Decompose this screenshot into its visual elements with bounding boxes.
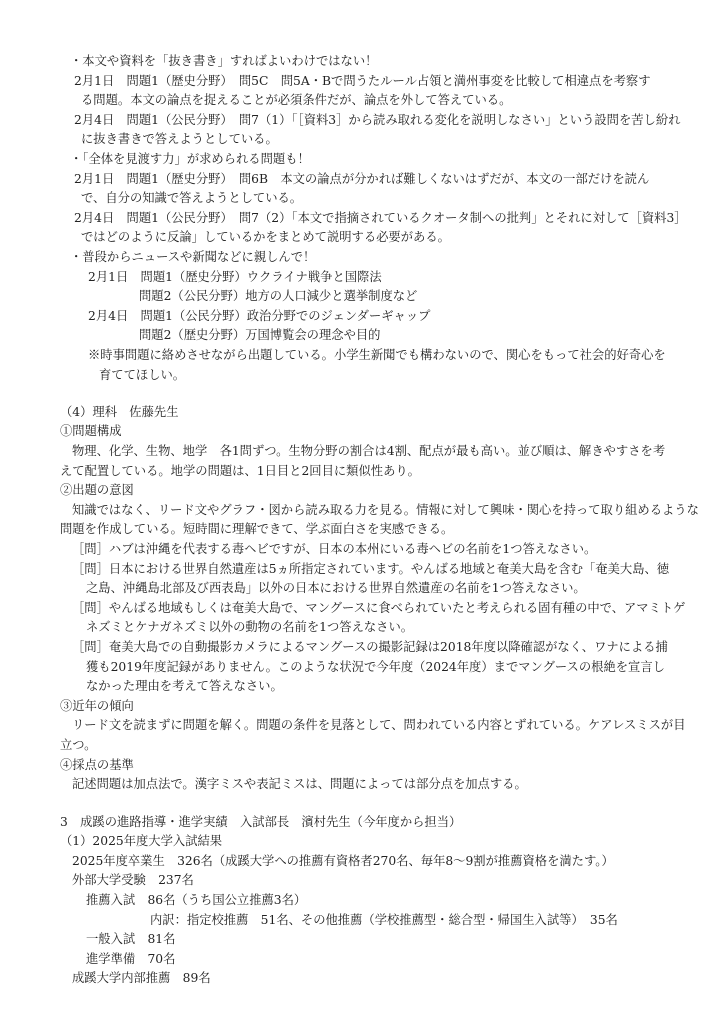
text-line: 2月4日 問題1（公民分野）政治分野でのジェンダーギャップ [88, 308, 431, 323]
section-heading: 3 成蹊の進路指導・進学実績 入試部長 濱村先生（今年度から担当） [60, 814, 462, 829]
text-line: で、自分の知識で答えようとしている。 [81, 191, 303, 206]
text-line: ［問］やんばる地域もしくは奄美大島で、マングースに食べられていたと考えられる固有種の中で、アマミトゲ [72, 600, 686, 615]
text-line: リード文を読まずに問題を解く。問題の条件を見落として、問われている内容とずれている。ケアレスミスが目 [72, 718, 686, 733]
text-line: 記述問題は加点法で。漢字ミスや表記ミスは、問題によっては部分点を加点する。 [72, 777, 527, 792]
text-line: 立つ。 [60, 738, 97, 752]
text-line: 外部大学受験 237名 [72, 873, 194, 888]
text-line: 問題2（歴史分野）万国博覧会の理念や目的 [139, 328, 381, 343]
text-line: 物理、化学、生物、地学 各1問ずつ。生物分野の割合は4割、配点が最も高い。並び順は、解きやすさを考 [72, 444, 666, 458]
subsection-heading: ②出題の意図 [60, 483, 134, 498]
text-line: 2月4日 問題1（公民分野） 問7（1）「［資料3］から読み取れる変化を説明しなさい」という設問を苦し紛れ [74, 112, 681, 127]
text-line: 問題2（公民分野）地方の人口減少と選挙制度など [139, 289, 418, 304]
text-line: ［問］日本における世界自然遺産は5ヵ所指定されています。やんばる地域と奄美大島を含む「奄美大島、徳 [72, 561, 670, 576]
text-line: 之島、沖縄島北部及び西表島」以外の日本における世界自然遺産の名前を1つ答えなさい。 [86, 581, 586, 596]
subsection-heading: （1）2025年度大学入試結果 [60, 834, 223, 849]
text-line: 獲も2019年度記録がありません。このような状況で今年度（2024年度）までマングースの根絶を宣言し [86, 659, 665, 674]
text-line: 育ててほしい。 [99, 367, 186, 382]
text-line: る問題。本文の論点を捉えることが必須条件だが、論点を外して答えている。 [81, 93, 512, 108]
text-line: 知識ではなく、リード文やグラフ・図から読み取る力を見る。情報に対して興味・関心を持って取り組めるような [72, 502, 699, 517]
text-line: 推薦入試 86名（うち国公立推薦3名） [86, 892, 307, 907]
subsection-heading: ④採点の基準 [60, 757, 134, 772]
text-line: なかった理由を考えて答えなさい。 [86, 679, 283, 694]
text-line: ［問］ハブは沖縄を代表する毒ヘビですが、日本の本州にいる毒ヘビの名前を1つ答えなさい。 [72, 542, 597, 556]
text-line: 2月1日 問題1（歴史分野） 問6B 本文の論点が分かれば難しくないはずだが、本文の一部だけを読ん [74, 171, 650, 186]
text-line: ・普段からニュースや新聞などに親しんで！ [70, 250, 316, 264]
text-line: 2月1日 問題1（歴史分野）ウクライナ戦争と国際法 [88, 269, 382, 284]
text-line: ［問］奄美大島での自動撮影カメラによるマングースの撮影記録は2018年度以降確認がなく、ワナによる捕 [72, 640, 668, 654]
text-line: 一般入試 81名 [86, 932, 176, 947]
subsection-heading: ①問題構成 [60, 424, 122, 439]
text-line: 進学準備 70名 [86, 951, 176, 966]
text-line: 成蹊大学内部推薦 89名 [72, 971, 211, 986]
text-line: 内訳：指定校推薦 51名、その他推薦（学校推薦型・総合型・帰国生入試等） 35名 [150, 912, 618, 927]
text-line: 問題を作成している。短時間に理解できて、学ぶ面白さを実感できる。 [60, 522, 454, 537]
text-line: ネズミとケナガネズミ以外の動物の名前を1つ答えなさい。 [86, 620, 414, 635]
text-line: 2025年度卒業生 326名（成蹊大学への推薦有資格者270名、毎年8～9割が推薦資格を満たす。） [72, 853, 614, 868]
text-line: 2月1日 問題1（歴史分野） 問5C 問5A・Bで問うたルール占領と満州事変を比較して相違点を考察す [74, 73, 651, 88]
text-line: ・本文や資料を「抜き書き」すればよいわけではない！ [70, 54, 378, 68]
text-line: 2月4日 問題1（公民分野） 問7（2）「本文で指摘されているクオータ制への批判」とそれに対して［資料3］ [74, 210, 687, 225]
text-line: ※時事問題に絡めさせながら出題している。小学生新聞でも構わないので、関心をもって社会的好奇心を [88, 348, 666, 362]
text-line: ・「全体を見渡す力」が求められる問題も！ [70, 152, 310, 166]
section-heading: （4）理科 佐藤先生 [60, 404, 179, 419]
text-line: に抜き書きで答えようとしている。 [81, 132, 278, 147]
text-line: えて配置している。地学の問題は、1日目と2回目に類似性あり。 [60, 463, 420, 478]
subsection-heading: ③近年の傾向 [60, 698, 134, 713]
text-line: ではどのように反論」しているかをまとめて説明する必要がある。 [81, 230, 450, 245]
